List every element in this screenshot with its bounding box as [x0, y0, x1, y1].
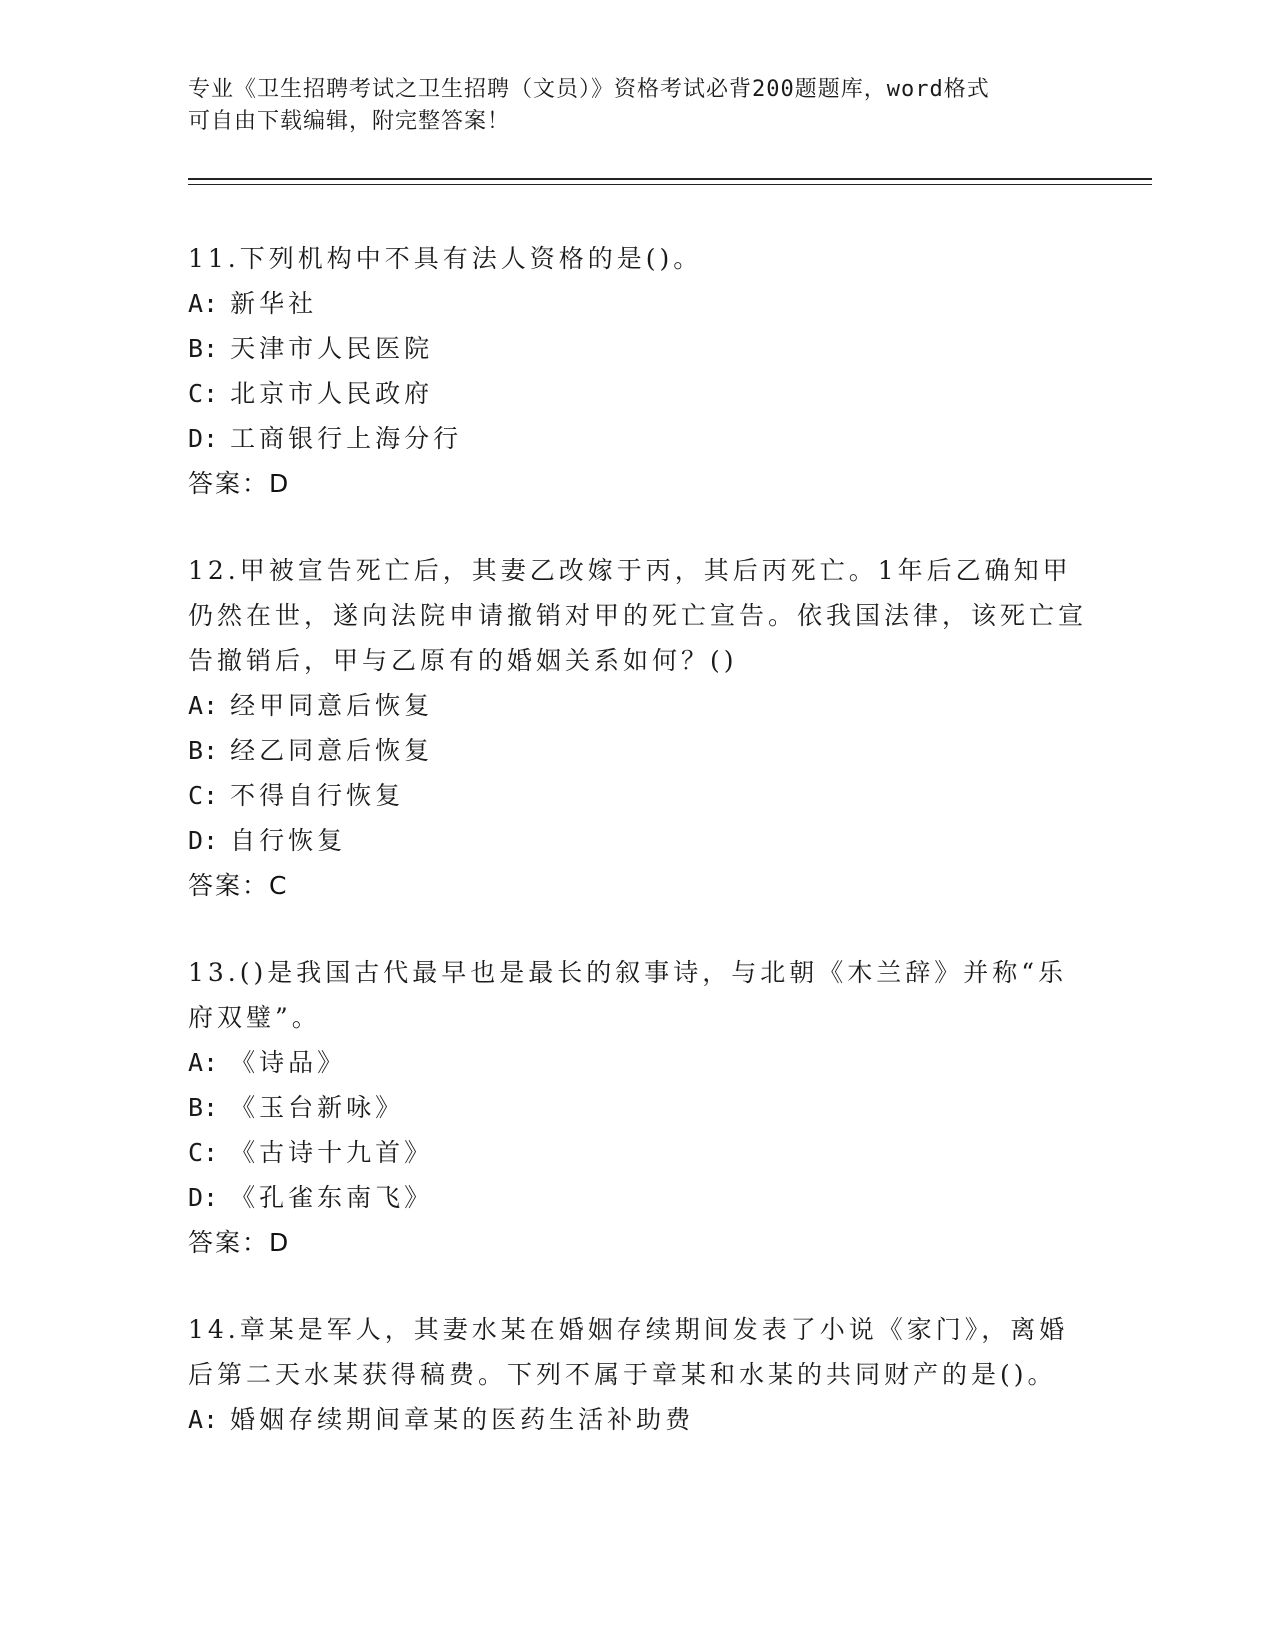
option-d [188, 1175, 1088, 1220]
option-key: B: [188, 736, 219, 765]
option-d [188, 818, 1088, 863]
option-key: A: [188, 1405, 219, 1434]
question-13 [188, 950, 1088, 1265]
answer-line: 答案：C [188, 871, 289, 900]
option-key: C: [188, 1138, 219, 1167]
question-11 [188, 236, 1088, 506]
header-divider-thick [188, 178, 1152, 180]
answer-line: 答案：D [188, 1228, 291, 1257]
option-text: 婚姻存续期间章某的医药生活补助费 [230, 1405, 695, 1434]
option-text: 《孔雀东南飞》 [230, 1183, 434, 1212]
option-text: 《玉台新咏》 [230, 1093, 405, 1122]
question-list [188, 236, 1088, 1484]
question-text: 12.甲被宣告死亡后，其妻乙改嫁于丙，其后丙死亡。1年后乙确知甲仍然在世，遂向法院申请撤销对甲的死亡宣告。依我国法律，该死亡宣告撤销后，甲与乙原有的婚姻关系如何？() [188, 556, 1088, 675]
option-text: 自行恢复 [230, 826, 347, 855]
option-key: A: [188, 289, 219, 318]
option-b [188, 326, 1088, 371]
option-text: 工商银行上海分行 [230, 424, 463, 453]
question-12 [188, 548, 1088, 908]
question-text: 14.章某是军人，其妻水某在婚姻存续期间发表了小说《家门》，离婚后第二天水某获得稿费。下列不属于章某和水某的共同财产的是()。 [188, 1315, 1069, 1389]
option-key: C: [188, 781, 219, 810]
option-d [188, 416, 1088, 461]
option-text: 新华社 [230, 289, 318, 318]
answer-line: 答案：D [188, 469, 291, 498]
option-c [188, 371, 1088, 416]
question-14 [188, 1307, 1088, 1442]
option-text: 北京市人民政府 [230, 379, 434, 408]
header-divider-thin [188, 184, 1152, 185]
option-key: B: [188, 1093, 219, 1122]
option-key: A: [188, 1048, 219, 1077]
option-a [188, 281, 1088, 326]
question-text: 13.()是我国古代最早也是最长的叙事诗，与北朝《木兰辞》并称“乐府双璧”。 [188, 958, 1068, 1032]
option-text: 经乙同意后恢复 [230, 736, 434, 765]
option-key: D: [188, 1183, 219, 1212]
question-text: 11.下列机构中不具有法人资格的是()。 [188, 244, 703, 273]
option-c [188, 773, 1088, 818]
header-line-2: 可自由下载编辑，附完整答案！ [188, 109, 511, 134]
option-key: D: [188, 826, 219, 855]
option-b [188, 1085, 1088, 1130]
option-key: A: [188, 691, 219, 720]
option-text: 《诗品》 [230, 1048, 347, 1077]
option-text: 《古诗十九首》 [230, 1138, 434, 1167]
option-text: 不得自行恢复 [230, 781, 405, 810]
header-line-1: 专业《卫生招聘考试之卫生招聘（文员）》资格考试必背200题题库，word格式 [188, 77, 990, 102]
option-b [188, 728, 1088, 773]
document-header [188, 74, 1088, 138]
option-key: B: [188, 334, 219, 363]
option-a [188, 1397, 1088, 1442]
option-a [188, 683, 1088, 728]
option-text: 天津市人民医院 [230, 334, 434, 363]
option-c [188, 1130, 1088, 1175]
option-a [188, 1040, 1088, 1085]
option-key: C: [188, 379, 219, 408]
option-text: 经甲同意后恢复 [230, 691, 434, 720]
option-key: D: [188, 424, 219, 453]
